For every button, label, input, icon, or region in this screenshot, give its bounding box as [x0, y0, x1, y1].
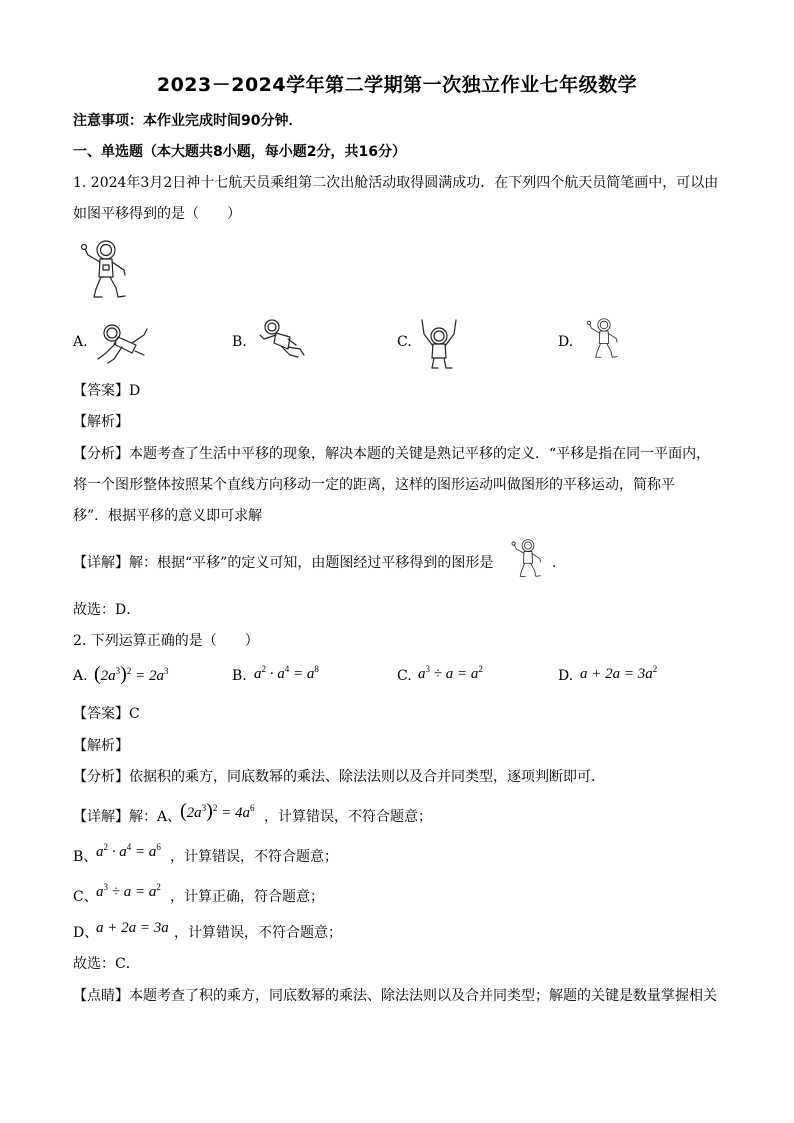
q1-stem-line1: 1. 2024年3月2日神十七航天员乘组第二次出舱活动取得圆满成功．在下列四个航天员简笔画中，可以由: [73, 175, 719, 191]
q1-fenxi-line2: 将一个图形整体按照某个直线方向移动一定的距离，这样的图形运动叫做图形的平移运动，简称平: [73, 477, 675, 493]
q2-detail-b-expr: $a^2 \cdot a^4 = a^6$: [96, 842, 161, 860]
q1-option-b-label: B.: [232, 334, 247, 350]
q2-answer-tag: 【答案】: [73, 706, 129, 722]
q1-fenxi-tag: 【分析】: [73, 446, 129, 462]
q2-detail-a-expr: $(2a^3)^2 = 4a^6$: [180, 800, 255, 822]
astronaut-option-b: [256, 317, 308, 365]
q2-detail-a-prefix: 解：A、: [129, 809, 182, 825]
q1-fenxi-line3: 移”．根据平移的意义即可求解: [73, 508, 263, 524]
q2-fenxi-tag: 【分析】: [73, 769, 129, 785]
q2-detail-a-suffix: ，计算错误，不符合题意；: [264, 809, 432, 825]
q1-choose: 故选：D．: [73, 602, 141, 618]
q2-option-a-expr: $(2a^3)^2 = 2a^3$: [94, 663, 169, 685]
notice: 注意事项：本作业完成时间90分钟．: [73, 113, 303, 129]
q1-answer-tag: 【答案】: [73, 383, 129, 399]
q2-detail-d-expr: a + 2a = 3a: [96, 920, 169, 936]
q2-option-c-label: C.: [397, 668, 412, 684]
q2-analysis-tag: 【解析】: [73, 738, 129, 754]
q2-answer: C: [129, 706, 140, 722]
section-heading: 一、单选题（本大题共8小题，每小题2分，共16分）: [73, 144, 406, 160]
q2-option-d-expr: $a + 2a = 3a^2$: [580, 664, 658, 682]
q2-option-c-expr: $a^3 \div a = a^2$: [418, 664, 483, 682]
q2-stem: 2. 下列运算正确的是（ ）: [73, 633, 259, 649]
astronaut-option-a: [92, 317, 152, 365]
q2-detail-c-suffix: ，计算正确，符合题意；: [170, 889, 324, 905]
q2-option-d-label: D.: [558, 668, 574, 684]
q2-detail-b-prefix: B、: [73, 849, 98, 865]
q2-detail-tag: 【详解】: [73, 809, 129, 825]
q1-analysis-tag: 【解析】: [73, 414, 129, 430]
q2-choose: 故选：C．: [73, 956, 140, 972]
astronaut-option-d: [582, 313, 626, 363]
q2-option-a-label: A.: [73, 668, 88, 684]
astronaut-answer-figure: [507, 535, 549, 581]
q1-answer: D: [129, 383, 141, 399]
astronaut-option-c: [414, 314, 464, 370]
q2-dianjing-text: 本题考查了积的乘方，同底数幂的乘法、除法法则以及合并同类型；解题的关键是数量掌握相关: [129, 988, 717, 1004]
q2-detail-d-prefix: D、: [73, 925, 99, 941]
q2-detail-d-suffix: ，计算错误，不符合题意；: [174, 925, 342, 941]
q2-detail-b-suffix: ，计算错误，不符合题意；: [170, 849, 338, 865]
q2-detail-c-expr: $a^3 \div a = a^2$: [96, 882, 161, 900]
q2-option-b-expr: $a^2 \cdot a^4 = a^8$: [254, 664, 319, 682]
astronaut-figure-original: [74, 237, 138, 301]
q1-option-d-label: D.: [558, 334, 574, 350]
q1-stem-line2: 如图平移得到的是（ ）: [73, 206, 241, 222]
q2-option-b-label: B.: [232, 668, 247, 684]
q2-fenxi-text: 依据积的乘方，同底数幂的乘法、除法法则以及合并同类型，逐项判断即可．: [129, 769, 605, 785]
q2-detail-c-prefix: C、: [73, 889, 98, 905]
q1-detail-text: 解：根据“平移”的定义可知，由题图经过平移得到的图形是: [129, 555, 494, 571]
page-title: 2023－2024学年第二学期第一次独立作业七年级数学: [156, 74, 638, 96]
q1-option-a-label: A.: [73, 334, 88, 350]
q1-option-c-label: C.: [397, 334, 412, 350]
q2-dianjing-tag: 【点睛】: [73, 988, 129, 1004]
q1-detail-tag: 【详解】: [73, 555, 129, 571]
q1-fenxi-line1: 本题考查了生活中平移的现象，解决本题的关键是熟记平移的定义．“平移是指在同一平面内，: [129, 446, 711, 462]
q1-detail-end: ．: [552, 555, 566, 571]
